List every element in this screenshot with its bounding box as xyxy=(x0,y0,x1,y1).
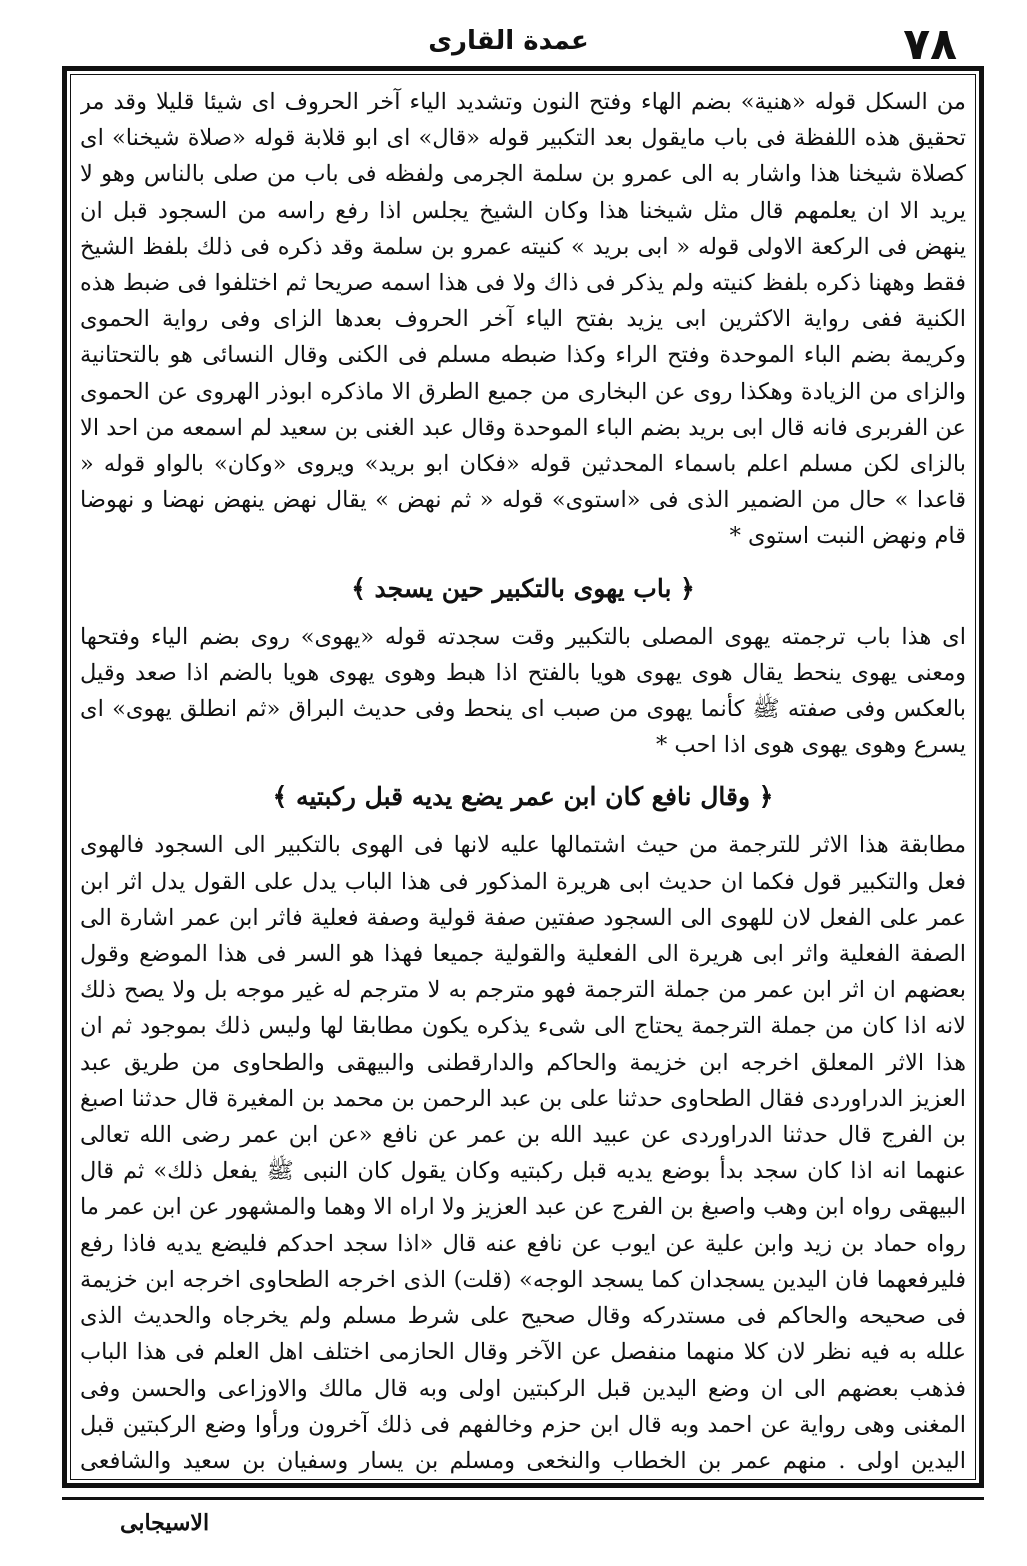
bottom-divider xyxy=(62,1497,984,1500)
main-text xyxy=(80,84,966,1480)
paragraph-commentary-2: اى هذا باب ترجمته يهوى المصلى بالتكبير وقت سجدته قوله «يهوى» روى بضم الياء وفتحها ومعنى يهوى ينحط يقال هوى يهوى هويا بالفتح اذا هبط وهوى يهوى هويا بالضم اذا صعد وقيل بالعكس وفى صفته ﷺ كأنما يهوى من صبب اى ينحط وفى حديث البراق «ثم انطلق يهوى» اى يسرع وهوى يهوى هوى اذا احب * xyxy=(80,623,966,759)
page-header xyxy=(60,20,957,70)
page-number: ٧٨ xyxy=(903,19,957,70)
chapter-heading: ﴿ باب يهوى بالتكبير حين يسجد ﴾ xyxy=(351,573,695,603)
book-title: عمدة القارى xyxy=(428,26,589,56)
paragraph-commentary-1: من السكل قوله «هنية» بضم الهاء وفتح النون وتشديد الياء آخر الحروف اى شيئا قليلا وقد مر تحقيق هذه اللفظة فى باب مايقول بعد التكبير قوله «قال» اى ابو قلابة قوله «صلاة شيخنا» اى كصلاة شيخنا هذا واشار به الى عمرو بن سلمة الجرمى ولفظه فى باب من صلى بالناس وهو لا يريد الا ان يعلمهم قال مثل شيخنا هذا وكان الشيخ يجلس اذا رفع راسه من السجود قبل ان ينهض فى الركعة الاولى قوله « ابى بريد » كنيته عمرو بن سلمة وقد ذكره فى ذلك بلفظ الشيخ فقط وههنا ذكره بلفظ كنيته ولم يذكر فى ذاك ولا فى هذا اسمه صريحا ثم اختلفوا فى ضبط هذه الكنية ففى رواية الاكثرين ابى يزيد بفتح الياء آخر الحروف بعدها الزاى وفى رواية الحموى وكريمة بضم الباء الموحدة وفتح الراء وكذا ضبطه مسلم فى الكنى وقال النسائى هو بالتحتانية والزاى من الزيادة وهكذا روى عن البخارى من جميع الطرق الا ماذكره ابوذر الهروى عن الحموى عن الفربرى فانه قال ابى بريد بضم الباء الموحدة وقال عبد الغنى بن سعيد لم اسمعه من احد الا بالزاى لكن مسلم اعلم باسماء المحدثين قوله «فكان ابو بريد» ويروى «وكان» بالواو قوله « قاعدا » حال من الضمير الذى فى «استوى» قوله « ثم نهض » يقال نهض ينهض نهضا و نهوضا قام ونهض النبت استوى * xyxy=(80,89,966,550)
athar-heading: ﴿ وقال نافع كان ابن عمر يضع يديه قبل ركبتيه ﴾ xyxy=(272,782,774,812)
paragraph-commentary-3: مطابقة هذا الاثر للترجمة من حيث اشتمالها عليه لانها فى الهوى بالتكبير الى السجود فالهوى فعل والتكبير قول فكما ان حديث ابى هريرة المذكور فى هذا الباب يدل على القول يدل اثر ابن عمر على الفعل لان للهوى الى السجود صفتين صفة قولية وصفة فعلية فاثر ابن عمر اشارة الى الصفة الفعلية واثر ابى هريرة الى الفعلية والقولية جميعا فهذا هو السر فى هذا الموضع وقول بعضهم ان اثر ابن عمر من جملة الترجمة فهو مترجم به لا مترجم له غير موجه بل ولا يصح ذلك لانه اذا كان من جملة الترجمة يحتاج الى شىء يذكره يكون مطابقا لها وليس ذلك بموجود ثم ان هذا الاثر المعلق اخرجه ابن خزيمة والحاكم والدارقطنى والبيهقى والطحاوى من طريق عبد العزيز الدراوردى فقال الطحاوى حدثنا على بن عبد الرحمن بن محمد بن المغيرة قال حدثنا اصبغ بن الفرج قال حدثنا الدراوردى عن عبيد الله بن عمر عن نافع «عن ابن عمر رضى الله تعالى عنهما انه اذا كان سجد بدأ بوضع يديه قبل ركبتيه وكان يقول كان النبى ﷺ يفعل ذلك» ثم قال البيهقى رواه ابن وهب واصبغ بن الفرج عن عبد العزيز ولا اراه الا وهما والمشهور عن ابن عمر ما رواه حماد بن زيد وابن علية عن ايوب عن نافع عنه قال «اذا سجد احدكم فليضع يديه فاذا رفع فليرفعهما فان اليدين يسجدان كما يسجد الوجه» (قلت) الذى اخرجه الطحاوى اخرجه ابن خزيمة فى صحيحه والحاكم فى مستدركه وقال صحيح على شرط مسلم ولم يخرجاه والحديث الذى علله به فيه نظر لان كلا منهما منفصل عن الآخر وقال الحازمى اختلف اهل العلم فى هذا الباب فذهب بعضهم الى ان وضع اليدين قبل الركبتين اولى وبه قال مالك والاوزاعى والحسن وفى المغنى وهى رواية عن احمد وبه قال ابن حزم وخالفهم فى ذلك آخرون ورأوا وضع الركبتين قبل اليدين اولى . منهم عمر بن الخطاب والنخعى ومسلم بن يسار وسفيان بن سعيد والشافعى xyxy=(80,832,966,1474)
catchword: الاسيجابى xyxy=(120,1510,210,1536)
